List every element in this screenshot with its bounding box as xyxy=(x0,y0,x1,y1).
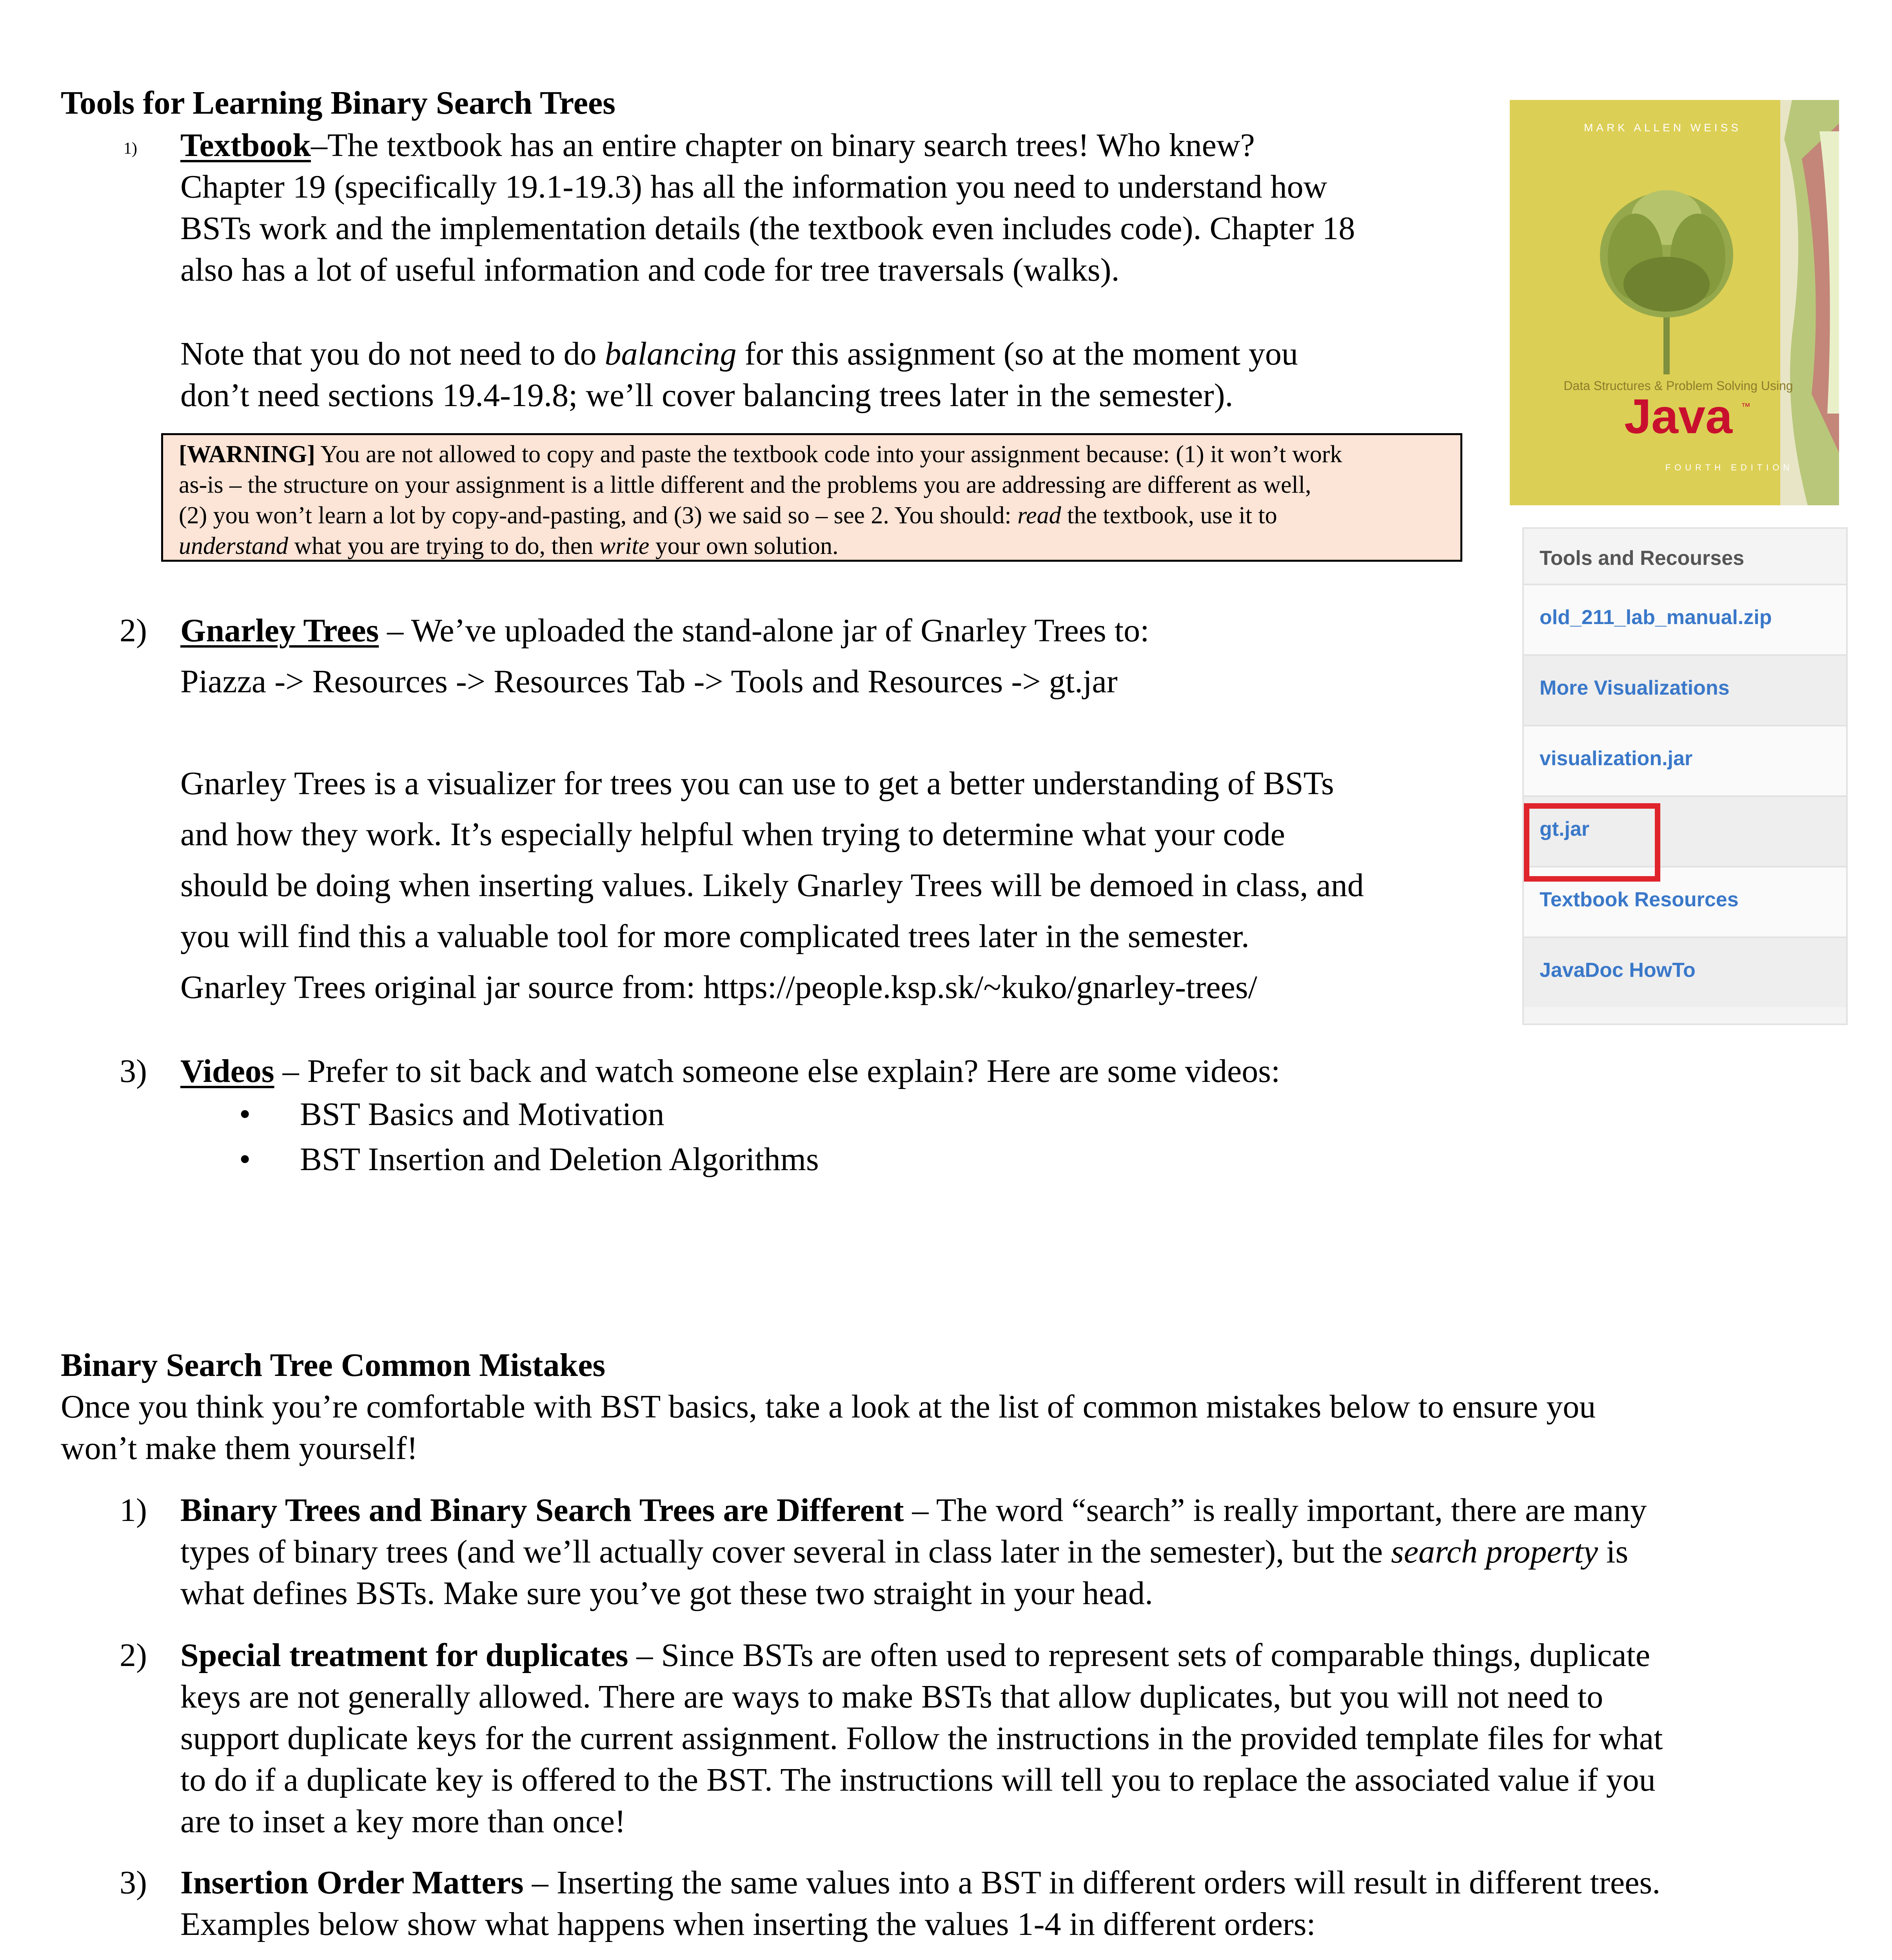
warning-label: [WARNING] xyxy=(179,441,315,468)
mistake-1-line-1: Binary Trees and Binary Search Trees are Different – The word “search” is really important, there are many xyxy=(180,1492,1647,1528)
section-title-tools: Tools for Learning Binary Search Trees xyxy=(61,85,616,121)
gnarley-desc-3: should be doing when inserting values. Likely Gnarley Trees will be demoed in class, and xyxy=(180,867,1364,904)
mistake-3-line-1: Insertion Order Matters – Inserting the same values into a BST in different orders will result in different trees. xyxy=(180,1864,1661,1901)
mistake-2-heading: Special treatment for duplicates xyxy=(180,1637,628,1673)
gnarley-desc-2: and how they work. It’s especially helpful when trying to determine what your code xyxy=(180,816,1285,853)
resource-item[interactable] xyxy=(1524,654,1846,725)
mistake-3-line-2: Examples below show what happens when inserting the values 1-4 in different orders: xyxy=(180,1906,1316,1942)
list-number-1: 1) xyxy=(123,140,137,158)
mistake-2-line-5: are to inset a key more than once! xyxy=(180,1803,626,1840)
textbook-line-2: Chapter 19 (specifically 19.1-19.3) has all the information you need to understand how xyxy=(180,169,1327,205)
gnarley-heading: Gnarley Trees xyxy=(180,612,379,649)
gt-jar-highlight-box xyxy=(1524,803,1660,882)
list-number-3: 3) xyxy=(120,1053,147,1089)
videos-line-1: Videos – Prefer to sit back and watch someone else explain? Here are some videos: xyxy=(180,1053,1280,1089)
gnarley-desc-1: Gnarley Trees is a visualizer for trees you can use to get a better understanding of BSTs xyxy=(180,765,1334,802)
balancing-emphasis: balancing xyxy=(605,336,737,372)
mistake-number-1: 1) xyxy=(120,1492,147,1528)
resource-item-label: Textbook Resources xyxy=(1540,888,1739,911)
textbook-line-4: also has a lot of useful information and code for tree traversals (walks). xyxy=(180,252,1120,288)
mistake-2-line-3: support duplicate keys for the current assignment. Follow the instructions in the provided template files for what xyxy=(180,1720,1663,1757)
mistake-2-line-1: Special treatment for duplicates – Since BSTs are often used to represent sets of comparable things, duplicate xyxy=(180,1637,1651,1673)
warning-box xyxy=(161,433,1462,562)
mistake-number-3: 3) xyxy=(120,1864,147,1901)
book-subtitle: Data Structures & Problem Solving Using xyxy=(1563,379,1793,393)
resources-panel-screenshot xyxy=(1522,527,1848,1025)
resource-item-label: gt.jar xyxy=(1540,818,1590,840)
book-trademark: ™ xyxy=(1741,401,1750,412)
video-link-bst-basics[interactable]: BST Basics and Motivation xyxy=(300,1096,665,1132)
warning-line-2: as-is – the structure on your assignment is a little different and the problems you are addressing are different as well, xyxy=(179,472,1311,498)
mistake-1-line-3: what defines BSTs. Make sure you’ve got these two straight in your head. xyxy=(180,1575,1153,1612)
resource-item[interactable] xyxy=(1524,584,1846,654)
balancing-note-line-2: don’t need sections 19.4-19.8; we’ll cover balancing trees later in the semester). xyxy=(180,377,1233,414)
list-number-2: 2) xyxy=(120,612,147,649)
book-author: MARK ALLEN WEISS xyxy=(1584,122,1741,134)
gnarley-path: Piazza -> Resources -> Resources Tab -> Tools and Resources -> gt.jar xyxy=(180,663,1118,700)
resource-item-label: More Visualizations xyxy=(1540,677,1730,699)
bullet-dot: • xyxy=(239,1096,251,1132)
videos-heading: Videos xyxy=(180,1053,274,1089)
warning-line-3: (2) you won’t learn a lot by copy-and-pasting, and (3) we said so – see 2. You should: read the textbook, use it to xyxy=(179,502,1277,529)
balancing-note-line-1: Note that you do not need to do balancing for this assignment (so at the moment you xyxy=(180,336,1298,372)
resource-item-label: visualization.jar xyxy=(1540,747,1693,770)
resource-item-label: JavaDoc HowTo xyxy=(1540,959,1696,982)
textbook-line-1 xyxy=(180,125,1255,166)
gnarley-line-1: Gnarley Trees – We’ve uploaded the stand-alone jar of Gnarley Trees to: xyxy=(180,612,1149,649)
gnarley-desc-4: you will find this a valuable tool for more complicated trees later in the semester. xyxy=(180,918,1249,955)
textbook-text-1: –The textbook has an entire chapter on binary search trees! Who knew? xyxy=(311,127,1255,163)
book-edition: FOURTH EDITION xyxy=(1665,463,1794,472)
warning-line-1: [WARNING] You are not allowed to copy and paste the textbook code into your assignment because: (1) it won’t work xyxy=(179,441,1342,468)
mistake-2-line-4: to do if a duplicate key is offered to the BST. The instructions will tell you to replace the associated value if you xyxy=(180,1762,1656,1798)
gnarley-source-link[interactable]: Gnarley Trees original jar source from: https://people.ksp.sk/~kuko/gnarley-trees/ xyxy=(180,969,1257,1005)
resource-item[interactable] xyxy=(1524,725,1846,795)
mistake-1-heading: Binary Trees and Binary Search Trees are Different xyxy=(180,1492,904,1528)
resource-item-label: old_211_lab_manual.zip xyxy=(1540,606,1772,629)
mistake-3-heading: Insertion Order Matters xyxy=(180,1864,524,1901)
mistake-1-line-2: types of binary trees (and we’ll actually cover several in class later in the semester), but the search property is xyxy=(180,1534,1629,1570)
mistakes-intro-line-1: Once you think you’re comfortable with BST basics, take a look at the list of common mistakes below to ensure you xyxy=(61,1388,1596,1425)
resources-panel-header: Tools and Recourses xyxy=(1540,547,1745,570)
textbook-cover-image xyxy=(1510,100,1839,505)
warning-line-4: understand what you are trying to do, then write your own solution. xyxy=(179,533,839,559)
bullet-dot: • xyxy=(239,1141,251,1178)
mistake-number-2: 2) xyxy=(120,1637,147,1673)
section-title-common-mistakes: Binary Search Tree Common Mistakes xyxy=(61,1347,606,1383)
book-cover-art xyxy=(1510,100,1839,505)
mistakes-intro-line-2: won’t make them yourself! xyxy=(61,1430,418,1466)
textbook-line-3: BSTs work and the implementation details (the textbook even includes code). Chapter 18 xyxy=(180,210,1355,247)
video-link-bst-insertion[interactable]: BST Insertion and Deletion Algorithms xyxy=(300,1141,819,1178)
resource-item[interactable] xyxy=(1524,936,1846,1007)
book-title: Java xyxy=(1624,390,1732,444)
mistake-2-line-2: keys are not generally allowed. There are ways to make BSTs that allow duplicates, but you will not need to xyxy=(180,1679,1603,1715)
textbook-heading: Textbook xyxy=(180,127,311,163)
